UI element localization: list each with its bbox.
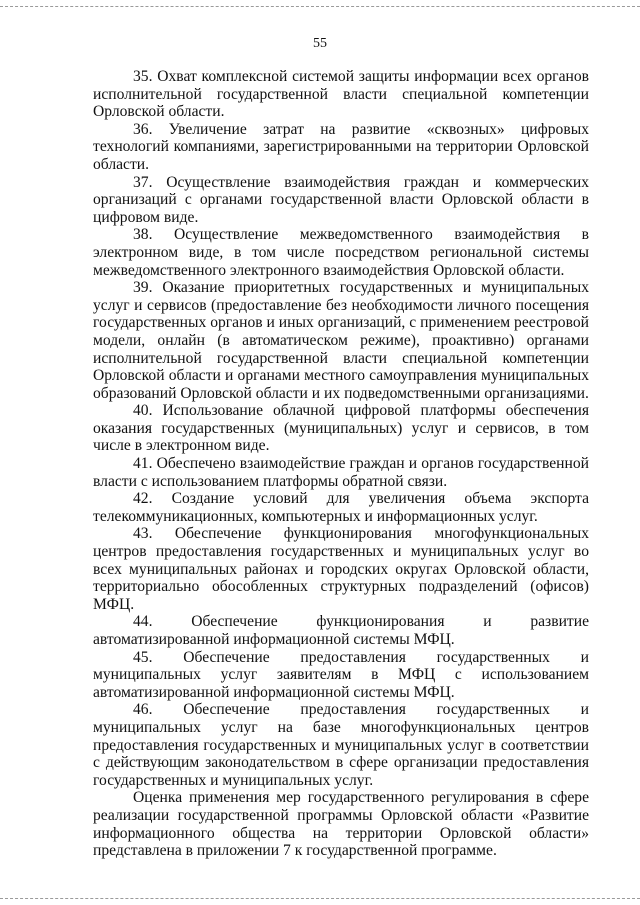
page-number: 55: [313, 36, 327, 51]
paragraph-item-35: 35. Охват комплексной системой защиты информации всех органов исполнительной государственной власти специальной компетенции Орловской области.: [93, 68, 589, 121]
bottom-scan-border: [0, 898, 640, 899]
paragraph-item-36: 36. Увеличение затрат на развитие «сквозных» цифровых технологий компаниями, зарегистрированными на территории Орловской области.: [93, 120, 589, 173]
paragraph-item-42: 42. Создание условий для увеличения объема экспорта телекоммуникационных, компьютерных и информационных услуг.: [93, 490, 589, 525]
paragraph-item-44: 44. Обеспечение функционирования и развитие автоматизированной информационной системы МФЦ.: [93, 613, 589, 648]
paragraph-item-40: 40. Использование облачной цифровой платформы обеспечения оказания государственных (муниципальных) услуг и сервисов, в том числе в электронном виде.: [93, 402, 589, 455]
paragraph-item-46: 46. Обеспечение предоставления государственных и муниципальных услуг на базе многофункциональных центров предоставления государственных и муниципальных услуг в соответствии с действующим законодательством в сфере организации предоставления государственных и муниципальных услуг.: [93, 701, 589, 789]
paragraph-item-45: 45. Обеспечение предоставления государственных и муниципальных услуг заявителям в МФЦ с использованием автоматизированной информационной системы МФЦ.: [93, 648, 589, 701]
paragraph-item-41: 41. Обеспечено взаимодействие граждан и органов государственной власти с использованием платформы обратной связи.: [93, 455, 589, 490]
top-scan-border: [0, 6, 640, 7]
paragraph-item-37: 37. Осуществление взаимодействия граждан и коммерческих организаций с органами государственной власти Орловской области в цифровом виде.: [93, 173, 589, 226]
document-body: [93, 68, 589, 860]
paragraph-item-39: 39. Оказание приоритетных государственных и муниципальных услуг и сервисов (предоставление без необходимости личного посещения государственных органов и иных организаций, с применением реестровой модели, онлайн (в автоматическом режиме), проактивно) органами исполнительной государственной власти специальной компетенции Орловской области и органами местного самоуправления муниципальных образований Орловской области и их подведомственными организациями.: [93, 279, 589, 402]
regulation-assessment-paragraph: Оценка применения мер государственного регулирования в сфере реализации государственной программы Орловской области «Развитие информационного общества на территории Орловской области» представлена в приложении 7 к государственной программе.: [93, 789, 589, 860]
paragraph-item-43: 43. Обеспечение функционирования многофункциональных центров предоставления государственных и муниципальных услуг во всех муниципальных районах и городских округах Орловской области, территориально обособленных структурных подразделений (офисов) МФЦ.: [93, 525, 589, 613]
paragraph-item-38: 38. Осуществление межведомственного взаимодействия в электронном виде, в том числе посредством региональной системы межведомственного электронного взаимодействия Орловской области.: [93, 226, 589, 279]
